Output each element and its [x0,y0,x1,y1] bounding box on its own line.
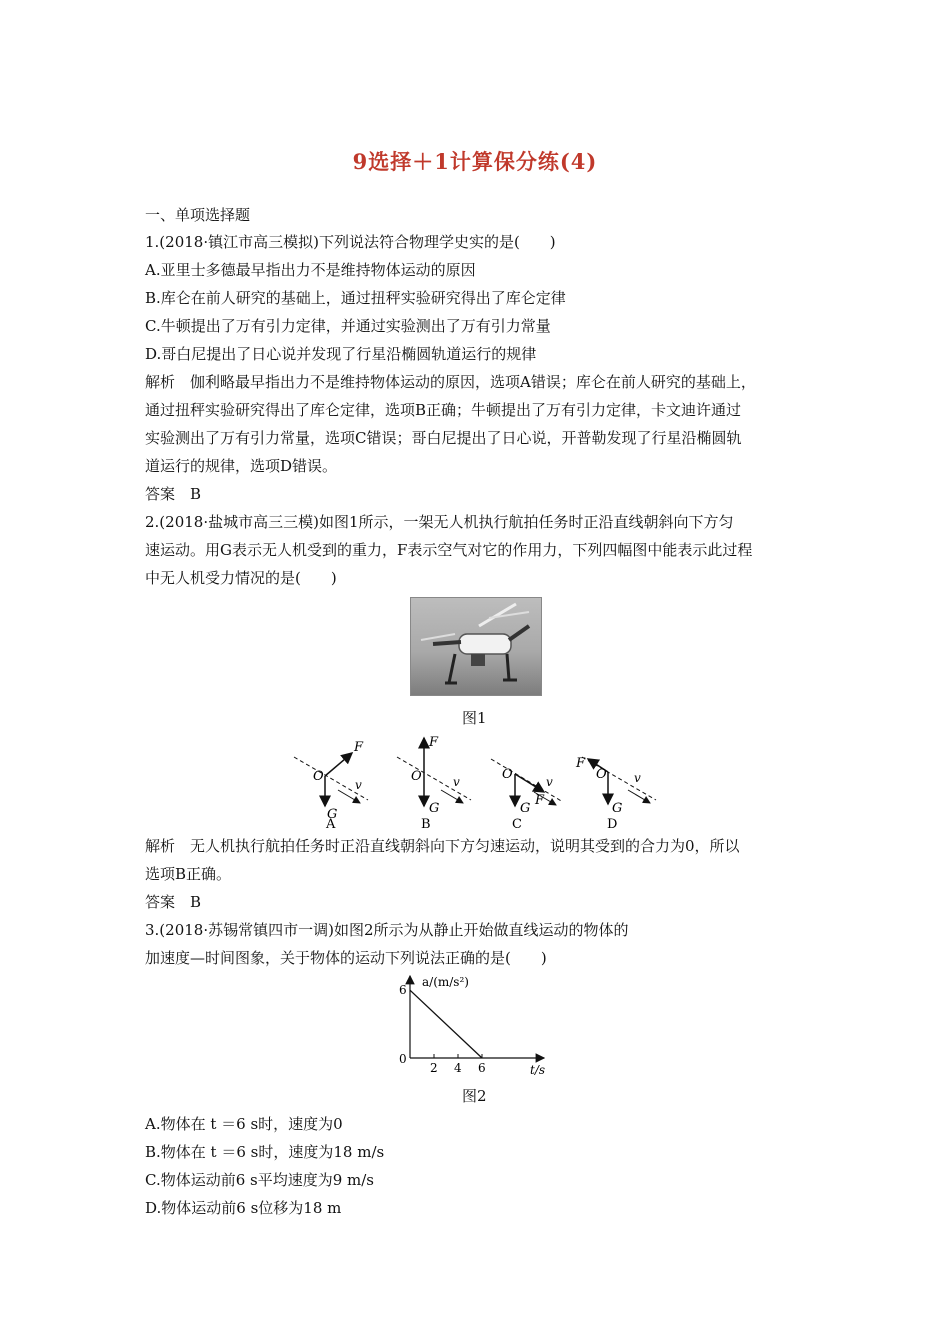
q1-analysis-line: 通过扭秤实验研究得出了库仑定律，选项B正确；牛顿提出了万有引力定律，卡文迪许通过 [145,401,742,419]
svg-text:F: F [354,740,364,755]
acceleration-time-chart [378,972,558,1082]
diagram-d [575,756,656,832]
diagram-b [397,735,471,832]
q1-stem: 1.(2018·镇江市高三模拟)下列说法符合物理学史实的是( ) [145,233,556,251]
svg-text:F: F [576,756,586,771]
section-heading: 一、单项选择题 [145,206,251,224]
diagram-a [294,740,368,832]
q3-option-c: C.物体运动前6 s平均速度为9 m/s [145,1171,375,1189]
svg-text:G: G [327,807,338,822]
q3-stem-line: 加速度—时间图象，关于物体的运动下列说法正确的是( ) [145,949,547,967]
q1-analysis-line: 道运行的规律，选项D错误。 [145,457,338,475]
q1-option-d: D.哥白尼提出了日心说并发现了行星沿椭圆轨道运行的规律 [145,345,537,363]
drone-photo [410,597,542,696]
q3-option-a: A.物体在 t ＝6 s时，速度为0 [145,1115,343,1133]
x-axis-label: t/s [530,1063,546,1077]
figure-1-caption: 图1 [462,709,487,727]
q1-option-c: C.牛顿提出了万有引力定律，并通过实验测出了万有引力常量 [145,317,551,335]
x-tick-label: 6 [478,1061,486,1075]
q2-stem-line: 2.(2018·盐城市高三三模)如图1所示，一架无人机执行航拍任务时正沿直线朝斜向下方匀 [145,513,734,531]
svg-text:G: G [520,801,531,816]
q1-option-a: A.亚里士多德最早指出力不是维持物体运动的原因 [145,261,476,279]
svg-text:B: B [421,817,431,832]
q2-stem-line: 速运动。用G表示无人机受到的重力，F表示空气对它的作用力，下列四幅图中能表示此过程 [145,541,753,559]
svg-text:F: F [535,793,545,808]
y-axis-label: a/(m/s²) [422,975,469,989]
svg-text:O: O [313,769,324,784]
svg-text:v: v [355,778,362,792]
diagram-c [491,759,563,832]
svg-text:F: F [429,735,439,750]
svg-text:v: v [634,771,641,785]
series-line [410,990,482,1058]
q1-answer: 答案 B [145,485,202,503]
q2-analysis-line: 解析 无人机执行航拍任务时正沿直线朝斜向下方匀速运动，说明其受到的合力为0，所以 [145,837,740,855]
q3-option-b: B.物体在 t ＝6 s时，速度为18 m/s [145,1143,385,1161]
force-diagrams [0,732,950,832]
svg-text:D: D [607,817,618,832]
y-tick-label: 6 [399,983,407,998]
q1-analysis-line: 实验测出了万有引力常量，选项C错误；哥白尼提出了日心说，开普勒发现了行星沿椭圆轨 [145,429,742,447]
svg-text:A: A [326,817,336,832]
page-title: 9选择＋1计算保分练(4) [352,149,598,174]
x-tick-label: 4 [454,1061,462,1075]
q1-analysis-line: 解析 伽利略最早指出力不是维持物体运动的原因，选项A错误；库仑在前人研究的基础上， [145,373,756,391]
svg-text:O: O [411,769,422,784]
origin-label: 0 [399,1052,407,1066]
svg-text:G: G [612,801,623,816]
q2-analysis-line: 选项B正确。 [145,865,232,883]
svg-text:O: O [596,767,607,782]
q2-stem-line: 中无人机受力情况的是( ) [145,569,337,587]
q2-answer: 答案 B [145,893,202,911]
svg-text:O: O [502,767,513,782]
q3-stem-line: 3.(2018·苏锡常镇四市一调)如图2所示为从静止开始做直线运动的物体的 [145,921,629,939]
q3-option-d: D.物体运动前6 s位移为18 m [145,1199,342,1217]
svg-text:C: C [512,817,522,832]
figure-2-caption: 图2 [462,1087,487,1105]
q1-option-b: B.库仑在前人研究的基础上，通过扭秤实验研究得出了库仑定律 [145,289,566,307]
svg-text:v: v [453,775,460,789]
x-tick-label: 2 [430,1061,438,1075]
svg-text:G: G [429,801,440,816]
svg-text:v: v [546,775,553,789]
